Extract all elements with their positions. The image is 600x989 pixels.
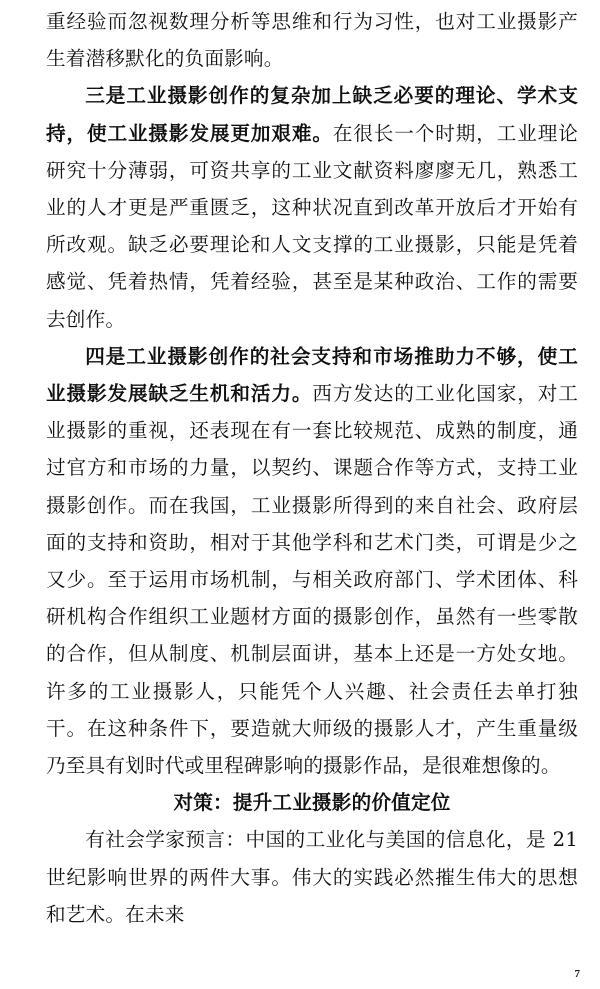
paragraph-point-three: [46, 77, 578, 337]
body-text: [46, 3, 578, 933]
point-three-lead: 三是工业摄影创作的复杂加上缺乏必要的理论、学术支持，使工业摄影发展更加艰难。: [46, 84, 578, 145]
section-heading: 对策：提升工业摄影的价值定位: [173, 791, 451, 815]
paragraph-sociologist: 有社会学家预言：中国的工业化与美国的信息化，是 21 世纪影响世界的两件大事。伟大的实践必然摧生伟大的思想和艺术。在未来: [46, 828, 578, 926]
point-four-body: 西方发达的工业化国家，对工业摄影的重视，还表现在有一套比较规范、成熟的制度，通过官方和市场的力量，以契约、课题合作等方式，支持工业摄影创作。而在我国，工业摄影所得到的来自社会、政府层面的支持和资助，相对于其他学科和艺术门类，可谓是少之又少。至于运用市场机制，与相关政府部门、学术团体、科研机构合作组织工业题材方面的摄影创作，虽然有一些零散的合作，但从制度、机制层面讲，基本上还是一方处女地。许多的工业摄影人，只能凭个人兴趣、社会责任去单打独干。在这种条件下，要造就大师级的摄影人才，产生重量级乃至具有划时代或里程碑影响的摄影作品，是很难想像的。: [46, 382, 578, 778]
paragraph-continuation: 重经验而忽视数理分析等思维和行为习性，也对工业摄影产生着潜移默化的负面影响。: [46, 10, 578, 71]
page-number: 7: [574, 968, 580, 980]
paragraph-point-four: [46, 338, 578, 784]
point-three-body: 在很长一个时期，工业理论研究十分薄弱，可资共享的工业文献资料廖廖无几，熟悉工业的人才更是严重匮乏，这种状况直到改革开放后才开始有所改观。缺乏必要理论和人文支撑的工业摄影，只能是凭着感觉、凭着热情，凭着经验，甚至是某种政治、工作的需要去创作。: [46, 121, 578, 331]
point-four-lead: 四是工业摄影创作的社会支持和市场推助力不够，使工业摄影发展缺乏生机和活力。: [46, 344, 578, 406]
